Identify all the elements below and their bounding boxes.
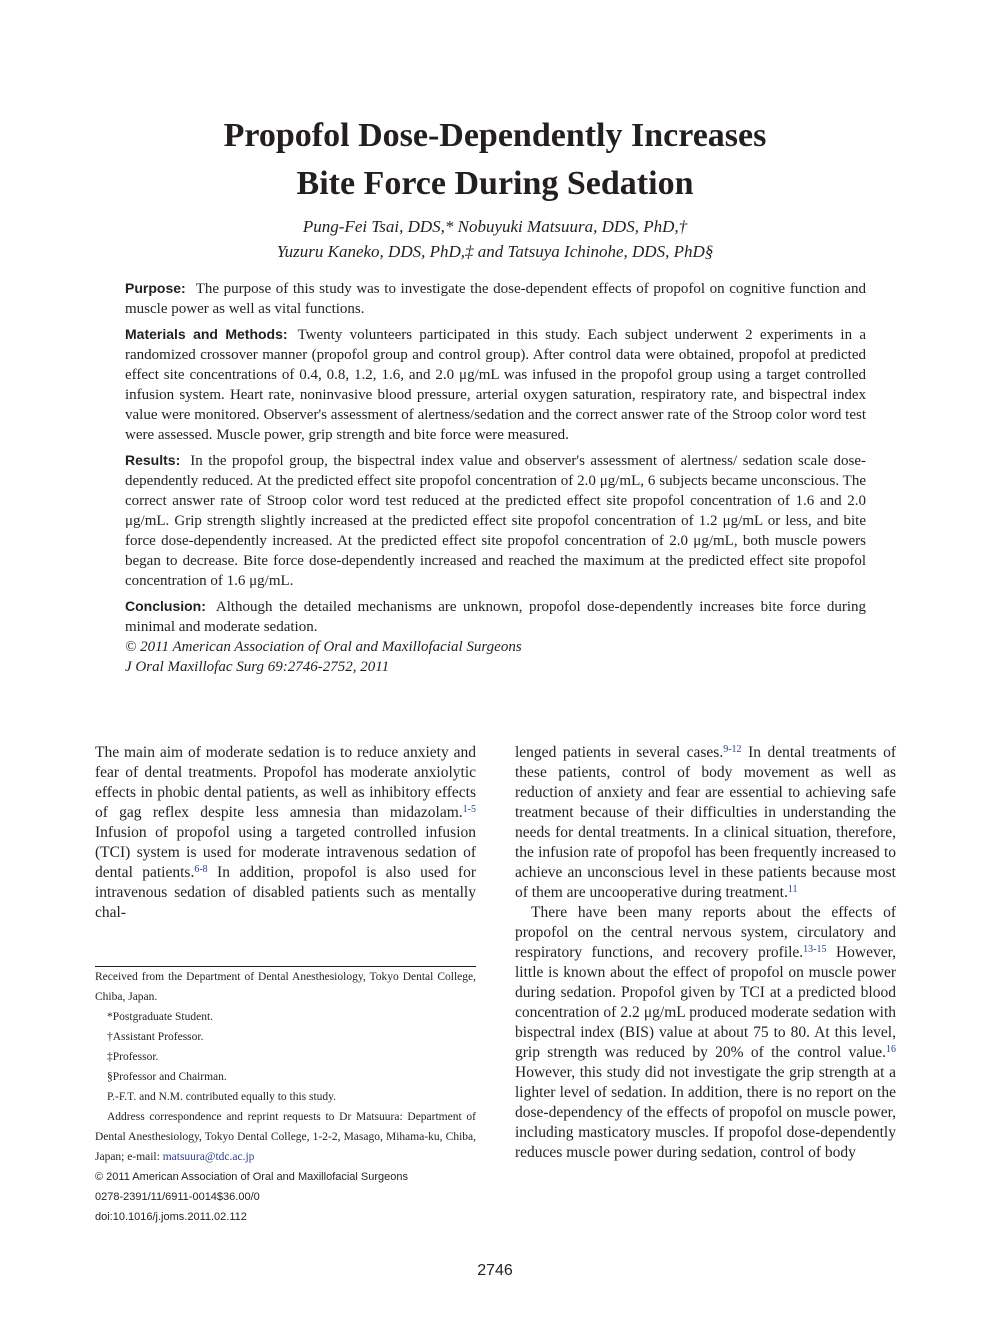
body-column-left — [95, 743, 476, 923]
address-text: Address correspondence and reprint requests to Dr Matsuura: Department of Dental Anesthesiology, Tokyo Dental College, 1-2-2, Masago, Mihama-ku, Chiba, Japan; e-mail: — [95, 1111, 476, 1163]
text-run: However, this study did not investigate the grip strength at a lighter level of sedation. In addition, there is no report on the dose-dependency of the effects of propofol on muscle power, including masticatory muscles. If propofol dose-dependently reduces muscle power during sedation, control of body — [515, 1064, 896, 1161]
footnote-copyright: © 2011 American Association of Oral and Maxillofacial Surgeons — [95, 1171, 409, 1183]
purpose-text: The purpose of this study was to investigate the dose-dependent effects of propofol on cognitive function and muscle power as well as vital functions. — [125, 281, 866, 317]
purpose-heading: Purpose: — [125, 280, 186, 296]
footnote-doi[interactable]: doi:10.1016/j.joms.2011.02.112 — [95, 1211, 247, 1223]
reference-link[interactable]: 9-12 — [723, 744, 742, 755]
abstract-results — [125, 450, 866, 591]
footnote-professor: ‡Professor. — [107, 1051, 159, 1063]
intro-paragraph-1-continued — [515, 743, 896, 903]
abstract-citation: J Oral Maxillofac Surg 69:2746-2752, 2011 — [125, 659, 390, 675]
footnote-postgraduate: *Postgraduate Student. — [107, 1011, 214, 1023]
conclusion-heading: Conclusion: — [125, 598, 206, 614]
reference-link[interactable]: 11 — [787, 884, 798, 895]
page-number: 2746 — [477, 1262, 513, 1279]
footnote-received: Received from the Department of Dental Anesthesiology, Tokyo Dental College, Chiba, Japan. — [95, 971, 476, 1003]
text-run: In addition, propofol is also used for intravenous sedation of disabled patients such as mentally chal- — [95, 864, 476, 921]
email-link[interactable]: matsuura@tdc.ac.jp — [162, 1151, 255, 1163]
reference-link[interactable]: 13-15 — [803, 944, 827, 955]
methods-heading: Materials and Methods: — [125, 326, 288, 342]
text-run: The main aim of moderate sedation is to reduce anxiety and fear of dental treatments. Propofol has moderate anxiolytic effects in phobic dental patients, as well as inhibitory effects of gag reflex despite less amnesia than midazolam. — [95, 744, 476, 821]
title-line-2: Bite Force During Sedation — [296, 165, 694, 202]
reference-link[interactable]: 16 — [886, 1044, 896, 1055]
abstract-copyright: © 2011 American Association of Oral and Maxillofacial Surgeons — [125, 639, 522, 655]
intro-paragraph-2 — [515, 903, 896, 1163]
authors-line-2: Yuzuru Kaneko, DDS, PhD,‡ and Tatsuya Ichinohe, DDS, PhD§ — [276, 242, 714, 261]
footnote-equal-contribution: P.-F.T. and N.M. contributed equally to this study. — [107, 1091, 337, 1103]
abstract-methods — [125, 324, 866, 445]
reference-link[interactable]: 6-8 — [194, 864, 208, 875]
body-column-right — [515, 743, 896, 1163]
footnote-issn: 0278-2391/11/6911-0014$36.00/0 — [95, 1191, 260, 1203]
text-run: Infusion of propofol using a targeted controlled infusion (TCI) system is used for moderate intravenous sedation of dental patients. — [95, 824, 476, 881]
text-run: There have been many reports about the effects of propofol on the central nervous system, circulatory and respiratory functions, and recovery profile. — [515, 904, 896, 961]
footnote-assistant: †Assistant Professor. — [107, 1031, 204, 1043]
abstract-conclusion — [125, 596, 866, 637]
abstract-purpose — [125, 278, 866, 319]
article-title — [0, 112, 990, 208]
text-run: In dental treatments of these patients, control of body movement as well as reduction of anxiety and fear are essential to achieving safe treatment because of their difficulties in understanding the needs for dental treatments. In a clinical situation, therefore, the infusion rate of propofol has been frequently increased to achieve an unconscious level in these patients because most of them are uncooperative during treatment. — [515, 744, 896, 901]
text-run: However, little is known about the effect of propofol on muscle power during sedation. Propofol given by TCI at a predicted blood concentration of 2.2 μg/mL produced moderate sedation with bispectral index (BIS) value at about 75 to 80. At this level, grip strength was reduced by 20% of the control value. — [515, 944, 896, 1061]
reference-link[interactable]: 1-5 — [462, 804, 476, 815]
title-line-1: Propofol Dose-Dependently Increases — [223, 117, 767, 154]
footnote-address — [95, 1107, 476, 1167]
footnotes — [95, 967, 476, 1227]
conclusion-text: Although the detailed mechanisms are unknown, propofol dose-dependently increases bite force during minimal and moderate sedation. — [125, 599, 866, 635]
results-text: In the propofol group, the bispectral index value and observer's assessment of alertness/ sedation scale dose-dependently reduced. At the predicted effect site propofol concentration of 2.0 μg/mL, 6 subjects became unconscious. The correct answer rate of Stroop color word test reduced at the predicted effect site propofol concentration of 1.6 and 2.0 μg/mL. Grip strength slightly increased at the predicted effect site propofol concentration of 1.2 μg/mL or less, and bite force dose-dependently increased. At the predicted effect site propofol concentration of 2.0 μg/mL, both muscle powers began to decrease. Bite force dose-dependently increased and reached the maximum at the predicted effect site propofol concentration of 1.6 μg/mL. — [125, 453, 866, 589]
intro-paragraph-1 — [95, 743, 476, 923]
authors-line-1: Pung-Fei Tsai, DDS,* Nobuyuki Matsuura, DDS, PhD,† — [302, 217, 688, 236]
results-heading: Results: — [125, 452, 181, 468]
footnote-chairman: §Professor and Chairman. — [107, 1071, 227, 1083]
methods-text: Twenty volunteers participated in this study. Each subject underwent 2 experiments in a randomized crossover manner (propofol group and control group). After control data were obtained, propofol at predicted effect site concentrations of 0.4, 0.8, 1.2, 1.6, and 2.0 μg/mL was infused in the propofol group using a target controlled infusion system. Heart rate, noninvasive blood pressure, arterial oxygen saturation, respiratory rate, and bispectral index value were monitored. Observer's assessment of alertness/sedation and the correct answer rate of the Stroop color word test were assessed. Muscle power, grip strength and bite force were measured. — [125, 327, 866, 443]
author-list — [0, 214, 990, 264]
abstract — [125, 278, 866, 677]
text-run: lenged patients in several cases. — [515, 744, 724, 761]
